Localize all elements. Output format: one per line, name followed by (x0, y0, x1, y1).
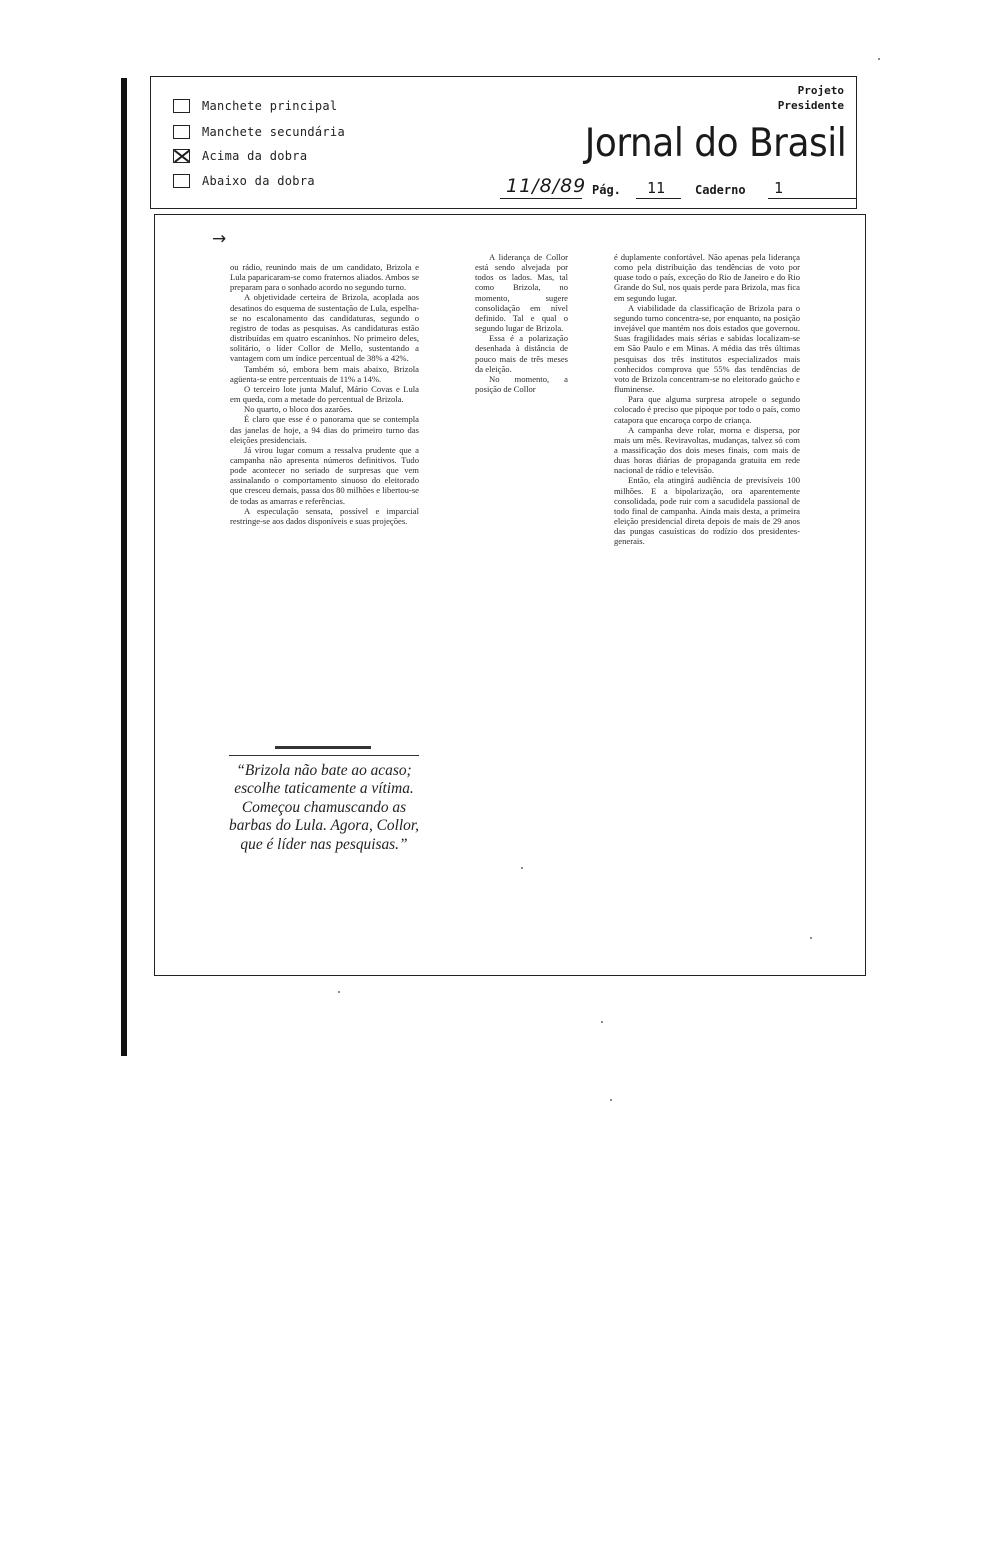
checklist-item-acima-da-dobra (173, 149, 307, 163)
paragraph: É claro que esse é o panorama que se contempla das janelas de hoje, a 94 dias do primeiro turno das eleições presidenciais. (230, 414, 419, 445)
pull-quote-top-rule (275, 746, 371, 749)
paragraph: A especulação sensata, possível e imparcial restringe-se aos dados disponíveis e suas projeções. (230, 505, 419, 526)
scan-speck (610, 1099, 612, 1101)
newspaper-name: Jornal do Brasil (584, 121, 846, 166)
project-label (778, 83, 844, 113)
checkbox-acima-da-dobra (173, 149, 190, 163)
scan-speck (601, 1021, 603, 1023)
paragraph: Já virou lugar comum a ressalva prudente que a campanha não apresenta números definitivos. Tudo pode acontecer no seriado de surpresas que vem assinalando o comportamento sinuoso do eleitorado que cresceu demais, passa dos 80 milhões e libertou-se de todas as amarras e referências. (230, 444, 419, 506)
paragraph: é duplamente confortável. Não apenas pela liderança como pela distribuição das tendências de voto por quase todo o país, exceção do Rio de Janeiro e do Rio Grande do Sul, nos quais perde para Brizola, mas fica em segundo lugar. (614, 252, 800, 303)
clipping-metadata (506, 176, 846, 202)
page-number: 11 (647, 179, 666, 197)
paragraph: A liderança de Collor está sendo alvejada por todos os lados. Mas, tal como Brizola, no momento, sugere consolidação em nível definido. Tal e qual o segundo lugar de Brizola. (475, 252, 568, 334)
checklist-label: Manchete principal (202, 99, 338, 113)
scan-speck (810, 937, 812, 939)
paragraph: No momento, a posição de Collor (475, 373, 568, 395)
paragraph: ou rádio, reunindo mais de um candidato, Brizola e Lula paparicaram-se como fraternos aliados. Ambos se preparam para o sonhado acordo no segundo turno. (230, 262, 419, 293)
checklist-label: Manchete secundária (202, 125, 345, 139)
paragraph: Para que alguma surpresa atropele o segundo colocado é preciso que pipoque por todo o país, como catapora que encaroça corpo de criança. (614, 394, 800, 425)
checklist-item-abaixo-da-dobra (173, 174, 315, 188)
scan-speck (521, 867, 523, 869)
checkbox-abaixo-da-dobra (173, 174, 190, 188)
section-underline (768, 198, 856, 199)
checkbox-manchete-principal (173, 99, 190, 113)
section-number: 1 (774, 179, 784, 197)
project-label-line1: Projeto (797, 84, 844, 97)
paragraph: A objetividade certeira de Brizola, acoplada aos desatinos do esquema de sustentação de Lula, espelha-se no escalonamento das candidaturas, segundo o registro de todas as pesquisas. As candidaturas estão distribuídas em quatro escaninhos. No primeiro deles, solitário, o líder Collor de Mello, sustentando a vantagem com um índice percentual de 38% a 42%. (230, 292, 419, 364)
section-label: Caderno (695, 183, 746, 197)
paragraph: A viabilidade da classificação de Brizola para o segundo turno concentra-se, por enquanto, na posição invejável que mantém nos dois estados que governou. Suas fragilidades mais sérias e sabidas localizam-se em São Paulo e em Minas. A média das três últimas pesquisas dos três institutos especializados mais conhecidos comprova que 55% das tendências de voto de Brizola concentram-se no eleitorado gaúcho e fluminense. (614, 302, 800, 395)
paragraph: Também só, embora bem mais abaixo, Brizola agüenta-se entre percentuais de 11% a 14%. (230, 363, 419, 384)
pull-quote: “Brizola não bate ao acaso; escolhe taticamente a vítima. Começou chamuscando as barbas do Lula. Agora, Collor, que é líder nas pesquisas.” (229, 762, 419, 853)
checklist-item-manchete-principal (173, 99, 337, 113)
scan-speck (338, 991, 340, 993)
article-column-2 (475, 252, 568, 394)
scan-speck (878, 58, 880, 60)
pull-quote-rule (229, 755, 419, 756)
clipping-date: 11/8/89 (506, 175, 587, 197)
continuation-arrow-icon: → (212, 229, 227, 249)
page-underline (636, 198, 681, 199)
paragraph: Essa é a polarização desenhada à distância de pouco mais de três meses da eleição. (475, 333, 568, 374)
paragraph: Então, ela atingirá audiência de previsíveis 100 milhões. E a bipolarização, ora aparentemente consolidada, pode ruir com a sacudidela passional de todo final de campanha. Ainda mais desta, a primeira eleição presidencial direta depois de mais de 29 anos das pungas casuísticas do rodízio dos presidentes-generais. (614, 475, 800, 547)
paragraph: A campanha deve rolar, morna e dispersa, por mais um mês. Reviravoltas, mudanças, talvez só com a massificação dos dois meses finais, com mais de duas horas diárias de propaganda gratuita em rede nacional de rádio e televisão. (614, 424, 800, 476)
clipping-header (150, 76, 857, 209)
article-column-3 (614, 252, 800, 547)
checklist-item-manchete-secundaria (173, 125, 345, 139)
page-label: Pág. (592, 183, 621, 197)
checklist-label: Acima da dobra (202, 149, 308, 163)
article-column-1 (230, 262, 419, 526)
project-label-line2: Presidente (777, 99, 844, 112)
scan-edge-shadow (121, 78, 127, 1056)
paragraph: No quarto, o bloco dos azarões. (244, 404, 353, 415)
paragraph: O terceiro lote junta Maluf, Mário Covas e Lula em queda, com a metade do percentual de Brizola. (230, 383, 419, 405)
checklist-label: Abaixo da dobra (202, 174, 315, 188)
checkbox-manchete-secundaria (173, 125, 190, 139)
date-underline (500, 198, 582, 199)
